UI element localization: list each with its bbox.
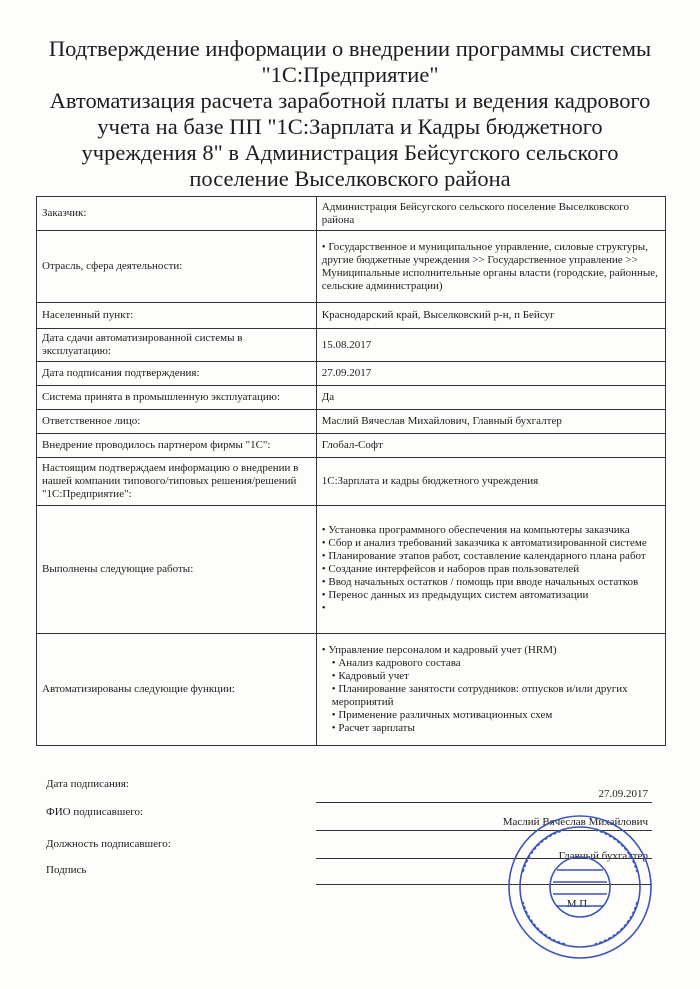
- table-row: [37, 303, 666, 329]
- work-item: • Создание интерфейсов и наборов прав пользователей: [321, 563, 580, 575]
- title-line: учреждения 8" в Администрация Бейсугского сельского: [81, 140, 619, 165]
- title-line: "1С:Предприятие": [261, 62, 439, 87]
- table-row: [37, 634, 666, 746]
- row-label: Дата подписания подтверждения:: [37, 362, 317, 386]
- row-value: [316, 197, 665, 231]
- row-value: [316, 386, 665, 410]
- signature-line: [316, 802, 652, 803]
- document-title: [30, 36, 670, 192]
- work-item: • Ввод начальных остатков / помощь при вводе начальных остатков: [321, 576, 639, 588]
- row-label: Ответственное лицо:: [37, 410, 317, 434]
- signature-position-label: Должность подписавшего:: [46, 838, 171, 850]
- row-value: [316, 434, 665, 458]
- value-line: • Государственное и муниципальное управление, силовые структуры, другие бюджетные учреждения >> Государственное управление >> Муниципальные исполнительные органы власти (городские, районные, сельские администрации): [321, 240, 658, 292]
- row-value: [316, 362, 665, 386]
- value-line: Администрация Бейсугского сельского поселение Выселковского района: [321, 200, 630, 226]
- signature-fio-label: ФИО подписавшего:: [46, 806, 144, 818]
- row-value: [316, 329, 665, 362]
- value-line: 1С:Зарплата и кадры бюджетного учреждения: [321, 475, 539, 487]
- value-line: 15.08.2017: [321, 338, 372, 351]
- work-item: • Установка программного обеспечения на компьютеры заказчика: [321, 524, 630, 536]
- table-row: [37, 434, 666, 458]
- row-value: [316, 634, 665, 746]
- info-table: [36, 196, 666, 746]
- function-item: • Анализ кадрового состава: [331, 657, 461, 669]
- row-value: [316, 231, 665, 303]
- row-label: Дата сдачи автоматизированной системы в эксплуатацию:: [37, 329, 317, 362]
- mp-label: М.П.: [566, 898, 590, 910]
- table-row: [37, 231, 666, 303]
- value-line: Глобал-Софт: [321, 439, 383, 451]
- value-line: Краснодарский край, Выселковский р-н, п Бейсуг: [321, 309, 555, 321]
- row-label: Заказчик:: [37, 197, 317, 231]
- row-value: [316, 506, 665, 634]
- value-line: Да: [321, 391, 335, 403]
- row-value: [316, 458, 665, 506]
- table-row: [37, 197, 666, 231]
- function-item: • Кадровый учет: [331, 670, 409, 682]
- table-row: [37, 386, 666, 410]
- table-row: [37, 329, 666, 362]
- work-item: • Сбор и анализ требований заказчика к автоматизированной системе: [321, 537, 647, 549]
- work-item: •: [321, 602, 326, 614]
- title-line: Подтверждение информации о внедрении программы системы: [48, 36, 652, 61]
- table-row: [37, 410, 666, 434]
- signature-date-label: Дата подписания:: [46, 778, 129, 790]
- value-line: Маслий Вячеслав Михайлович, Главный бухгалтер: [321, 415, 562, 427]
- row-value: [316, 303, 665, 329]
- signature-fio-value: Маслий Вячеслав Михайлович: [502, 816, 648, 828]
- official-stamp-icon: [502, 812, 655, 962]
- signature-sign-label: Подпись: [46, 864, 87, 876]
- row-label: Выполнены следующие работы:: [37, 506, 317, 634]
- value-line: 27.09.2017: [321, 367, 372, 379]
- row-label: Отрасль, сфера деятельности:: [37, 231, 317, 303]
- row-value: [316, 410, 665, 434]
- work-item: • Перенос данных из предыдущих систем автоматизации: [321, 589, 589, 601]
- title-line: поселение Выселковского района: [189, 166, 511, 191]
- row-label: Система принята в промышленную эксплуатацию:: [37, 386, 317, 410]
- table-row: [37, 458, 666, 506]
- function-item: • Планирование занятости сотрудников: отпусков и/или других мероприятий: [331, 683, 628, 708]
- title-line: Автоматизация расчета заработной платы и ведения кадрового: [49, 88, 651, 113]
- function-item: • Расчет зарплаты: [331, 722, 415, 734]
- row-label: Населенный пункт:: [37, 303, 317, 329]
- title-line: учета на базе ПП "1С:Зарплата и Кадры бюджетного: [97, 114, 603, 139]
- function-item: • Управление персоналом и кадровый учет (HRM): [321, 644, 557, 656]
- row-label: Автоматизированы следующие функции:: [37, 634, 317, 746]
- row-label: Внедрение проводилось партнером фирмы "1С":: [37, 434, 317, 458]
- signature-position-value: Главный бухгалтер: [558, 850, 648, 862]
- function-item: • Применение различных мотивационных схем: [331, 709, 553, 721]
- signature-date-value: 27.09.2017: [598, 788, 648, 800]
- row-label: Настоящим подтверждаем информацию о внедрении в нашей компании типового/типовых решения/решений "1С:Предприятие":: [37, 458, 317, 506]
- work-item: • Планирование этапов работ, составление календарного плана работ: [321, 550, 646, 562]
- table-row: [37, 506, 666, 634]
- table-row: [37, 362, 666, 386]
